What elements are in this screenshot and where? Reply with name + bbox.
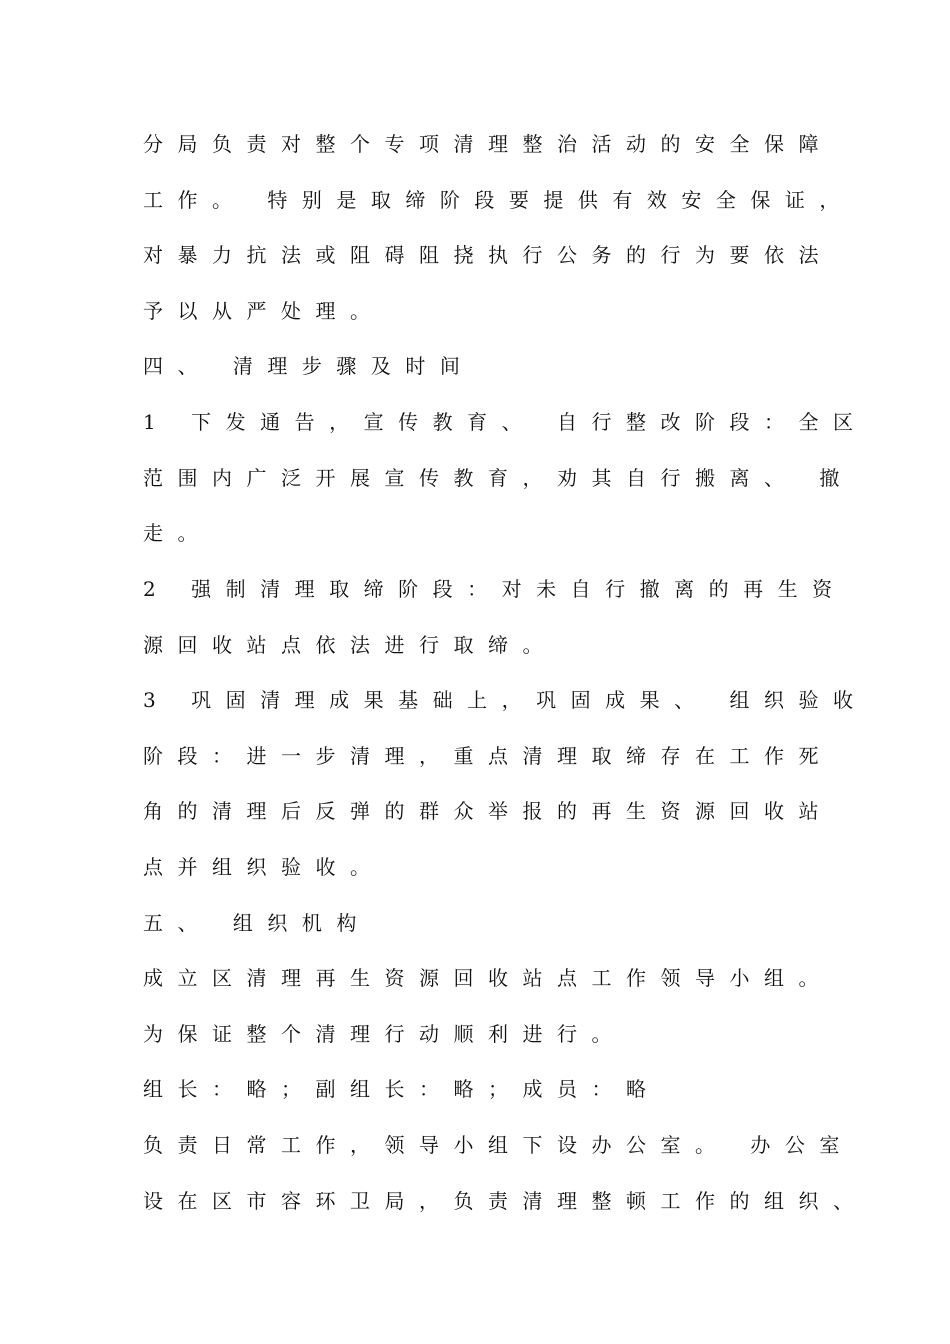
text-line: 范围内广泛开展宣传教育，劝其自行搬离、 撤 [143,466,854,490]
text-line: 为保证整个清理行动顺利进行。 [143,1022,626,1046]
text-line: 工作。 特别是取缔阶段要提供有效安全保证， [143,188,854,212]
text-line: 设在区市容环卫局，负责清理整顿工作的组织、 [143,1189,868,1213]
text-line: 分局负责对整个专项清理整治活动的安全保障 [143,132,833,156]
text-line: 成立区清理再生资源回收站点工作领导小组。 [143,966,833,990]
text-line: 组长：略；副组长：略；成员：略 [143,1077,661,1101]
section-heading: 五、 组织机构 [143,911,371,935]
section-heading: 四、 清理步骤及时间 [143,354,475,378]
text-line: 3 巩固清理成果基础上，巩固成果、 组织验收 [143,688,868,712]
text-line: 阶段：进一步清理，重点清理取缔存在工作死 [143,744,833,768]
text-line: 走。 [143,521,212,545]
text-line: 1 下发通告，宣传教育、 自行整改阶段：全区 [143,410,868,434]
text-line: 2 强制清理取缔阶段：对未自行撤离的再生资 [143,577,847,601]
text-line: 负责日常工作，领导小组下设办公室。 办公室 [143,1133,854,1157]
text-line: 对暴力抗法或阻碍阻挠执行公务的行为要依法 [143,243,833,267]
text-line: 点并组织验收。 [143,855,385,879]
text-line: 角的清理后反弹的群众举报的再生资源回收站 [143,799,833,823]
text-line: 源回收站点依法进行取缔。 [143,633,557,657]
text-line: 予以从严处理。 [143,299,385,323]
